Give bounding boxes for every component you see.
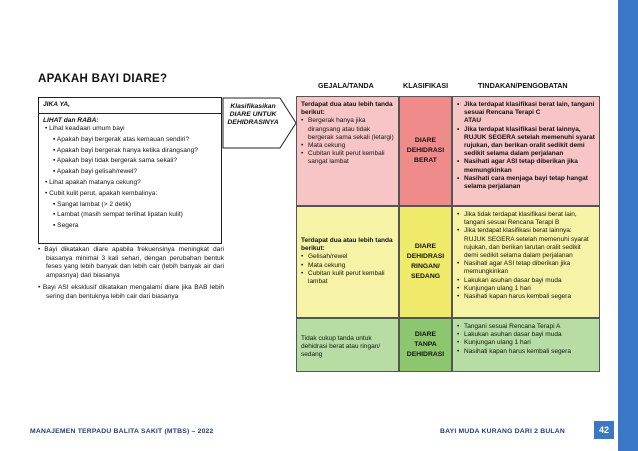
- assessment-item: ▪ Lambat (masih sempat terlihat lipatan kulit): [53, 211, 183, 219]
- row1-tindakan-item: • Nasihati cara menjaga bayi tetap hangat selama perjalanan: [457, 175, 595, 191]
- row1-klasifikasi: [399, 96, 452, 206]
- note-item: • Bayi ASI eksklusif dikatakan mengalami diare jika BAB lebih sering dan bentuknya lebih cair dari biasanya: [38, 284, 224, 300]
- row1-gejala-item: • Bergerak hanya jika dirangsang atau tidak bergerak sama sekali (letargi): [301, 117, 394, 142]
- row2-klas-line: RINGAN/: [411, 263, 440, 270]
- row2-tindakan-item: • Jika tidak terdapat klasifikasi berat lain, tangani sesuai Rencana Terapi B: [457, 211, 595, 227]
- row3-klas-line: TANPA: [414, 341, 437, 348]
- header-klasifikasi: KLASIFIKASI: [403, 81, 449, 90]
- header-gejala: GEJALA/TANDA: [318, 81, 374, 90]
- row3-gejala-title: Tidak cukup tanda untuk dehidrasi berat atau ringan/ sedang: [301, 335, 381, 359]
- assessment-item: ▪ Segera: [53, 222, 79, 230]
- row3-klas-line: DEHIDRASI: [406, 351, 445, 358]
- row2-tindakan-item: • Nasihati kapan harus kembali segera: [457, 293, 595, 301]
- row2-gejala-item: • Gelisah/rewel: [301, 253, 394, 261]
- footer-left: MANAJEMEN TERPADU BALITA SAKIT (MTBS) – 2022: [30, 428, 214, 435]
- row3-klas-line: DIARE: [414, 331, 437, 338]
- row1-tindakan-atau: ATAU: [464, 117, 482, 125]
- row2-gejala-title: Terdapat dua atau lebih tanda berikut:: [301, 237, 393, 253]
- assessment-item: ▪ Apakah bayi bergerak atas kemauan sendiri?: [53, 135, 190, 143]
- row2-tindakan-item: • Lakukan asuhan dasar bayi muda: [457, 277, 595, 285]
- assessment-item: • Lihat keadaan umum bayi: [45, 125, 125, 132]
- jika-ya-label: JIKA YA,: [39, 98, 221, 114]
- footer-right: BAYI MUDA KURANG DARI 2 BULAN: [440, 428, 566, 435]
- assessment-item: • Lihat apakah matanya cekung?: [45, 178, 141, 186]
- assessment-item: ▪ Apakah bayi tidak bergerak sama sekali?: [53, 157, 178, 165]
- note-item: • Bayi dikatakan diare apabila frekuensinya meningkat dari biasanya minimal 3 kali sehari, dengan perubahan bentuk feses yang lebih banyak dan lebih cair (lebih banyak air dari ampasnya) dari biasanya: [38, 246, 224, 279]
- assessment-box: [38, 97, 222, 244]
- row1-klas-line: DIARE: [414, 137, 437, 144]
- lihat-raba-label: LIHAT dan RABA:: [43, 117, 99, 124]
- row3-tindakan-item: • Nasihati kapan harus kembali segera: [457, 348, 595, 356]
- row1-tindakan: [452, 96, 600, 206]
- row1-gejala-item: • Cubitan kulit perut kembali sangat lambat: [301, 150, 394, 166]
- row2-tindakan-item: • Jika terdapat klasifikasi berat lainnya: RUJUK SEGERA setelah memenuhi syarat rujukan, dan berikan larutan oralit sedikit demi sedikit selama dalam perjalanan: [457, 227, 595, 260]
- notes: [38, 246, 224, 306]
- row1-gejala: [296, 96, 399, 206]
- klasifikasikan-line1: Klasifikasikan: [230, 103, 276, 110]
- row2-gejala: [296, 206, 399, 318]
- row2-klasifikasi: [399, 206, 452, 318]
- assessment-item: • Cubit kulit perut, apakah kembalinya:: [45, 189, 158, 197]
- row2-gejala-item: • Cubitan kulit perut kembali lambat: [301, 270, 394, 286]
- klasifikasikan-line3: DEHIDRASINYA: [227, 119, 279, 126]
- row1-tindakan-item: • Jika terdapat klasifikasi berat lainnya, RUJUK SEGERA setelah memenuhi syarat rujukan, dan berikan oralit sedikit demi sedikit selama dalam perjalanan: [457, 126, 595, 159]
- row3-tindakan: [452, 318, 600, 372]
- assessment-item: ▪ Apakah bayi bergerak hanya ketika dirangsang?: [53, 146, 198, 154]
- row1-gejala-item: • Mata cekung: [301, 142, 394, 150]
- row2-klas-line: SEDANG: [410, 273, 441, 280]
- row2-gejala-item: • Mata cekung: [301, 262, 394, 270]
- klasifikasikan-line2: DIARE UNTUK: [229, 111, 277, 118]
- right-accent-bar: [618, 0, 638, 451]
- row1-tindakan-item: • Nasihati agar ASI tetap diberikan jika memungkinkan: [457, 158, 595, 174]
- assessment-item: ▪ Sangat lambat (> 2 detik): [53, 200, 132, 208]
- row3-klasifikasi: [399, 318, 452, 372]
- row3-gejala: [296, 318, 399, 372]
- page-title: APAKAH BAYI DIARE?: [38, 73, 168, 85]
- row1-klas-line: DEHIDRASI: [406, 147, 445, 154]
- row1-tindakan-item: • Jika terdapat klasifikasi berat lain, tangani sesuai Rencana Terapi C: [457, 101, 595, 117]
- assessment-list: [39, 124, 221, 232]
- row2-tindakan: [452, 206, 600, 318]
- row2-klas-line: DEHIDRASI: [406, 253, 445, 260]
- classify-arrow: [222, 97, 298, 149]
- row3-tindakan-item: • Lakukan asuhan dasar bayi muda: [457, 331, 595, 339]
- row2-tindakan-item: • Kunjungan ulang 1 hari: [457, 285, 595, 293]
- row1-klas-line: BERAT: [414, 157, 437, 164]
- row2-tindakan-item: • Nasihati agar ASI tetap diberikan jika memungkinkan: [457, 260, 595, 276]
- page-number: 42: [594, 421, 614, 439]
- row3-tindakan-item: • Kunjungan ulang 1 hari: [457, 339, 595, 347]
- row2-klas-line: DIARE: [414, 243, 437, 250]
- row1-gejala-title: Terdapat dua atau lebih tanda berikut:: [301, 101, 393, 117]
- assessment-item: ▪ Apakah bayi gelisah/rewel?: [53, 168, 138, 176]
- header-tindakan: TINDAKAN/PENGOBATAN: [478, 81, 568, 90]
- row3-tindakan-item: • Tangani sesuai Rencana Terapi A: [457, 323, 595, 331]
